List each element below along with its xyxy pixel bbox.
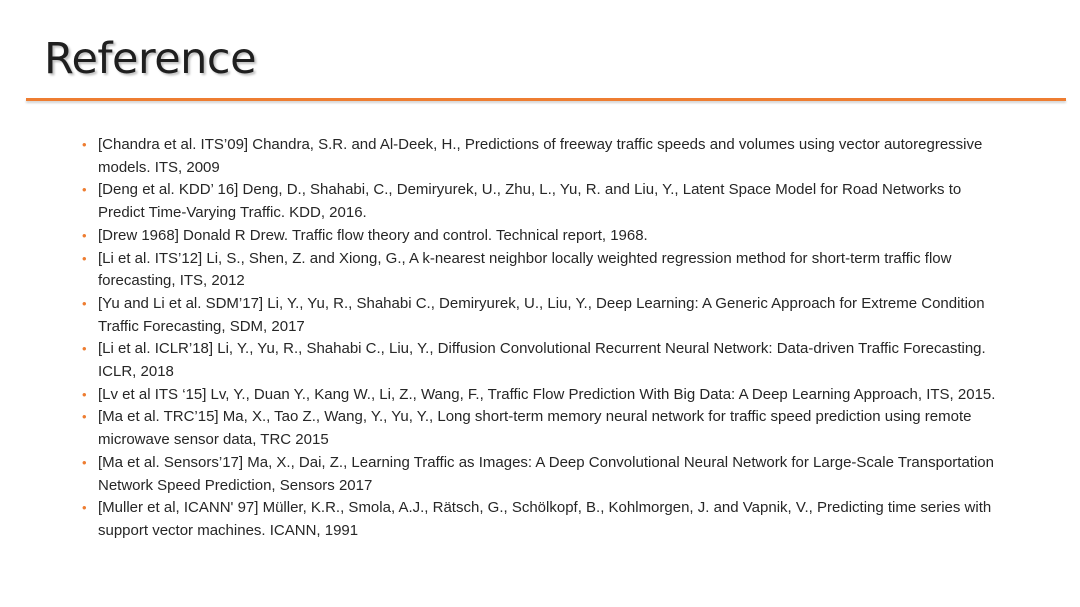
reference-item: [80, 338, 1000, 383]
reference-text: [Muller et al, ICANN' 97] Müller, K.R., Smola, A.J., Rätsch, G., Schölkopf, B., Kohlmorgen, J. and Vapnik, V., Predicting time series with support vector machines. ICANN, 1991: [98, 499, 992, 539]
bullet-icon: •: [82, 500, 87, 516]
slide-title: Reference: [44, 34, 257, 84]
reference-item: [80, 134, 1000, 179]
reference-item: [80, 179, 1000, 224]
title-divider: [26, 98, 1066, 101]
reference-text: [Yu and Li et al. SDM’17] Li, Y., Yu, R., Shahabi C., Demiryurek, U., Liu, Y., Deep Learning: A Generic Approach for Extreme Condition Traffic Forecasting, SDM, 2017: [98, 294, 985, 335]
reference-item: [80, 497, 1000, 542]
bullet-icon: •: [82, 409, 87, 425]
reference-item: [80, 225, 1000, 248]
bullet-icon: •: [82, 341, 87, 357]
bullet-icon: •: [82, 137, 87, 152]
reference-item: [80, 384, 1000, 407]
reference-list: [80, 134, 1000, 543]
bullet-icon: •: [82, 182, 87, 198]
reference-text: [Chandra et al. ITS’09] Chandra, S.R. and Al-Deek, H., Predictions of freeway traffic speeds and volumes using vector autoregressive models. ITS, 2009: [98, 136, 983, 176]
reference-item: [80, 248, 1000, 293]
reference-text: [Drew 1968] Donald R Drew. Traffic flow theory and control. Technical report, 1968.: [98, 226, 648, 244]
reference-text: [Ma et al. Sensors’17] Ma, X., Dai, Z., Learning Traffic as Images: A Deep Convolutional Neural Network for Large-Scale Transportation Network Speed Prediction, Sensors 2017: [98, 453, 994, 494]
bullet-icon: •: [82, 227, 87, 243]
bullet-icon: •: [82, 454, 87, 470]
bullet-icon: •: [82, 295, 87, 311]
reference-item: [80, 452, 1000, 497]
bullet-icon: •: [82, 386, 87, 402]
reference-text: [Li et al. ITS’12] Li, S., Shen, Z. and Xiong, G., A k-nearest neighbor locally weighted regression method for short-term traffic flow forecasting, ITS, 2012: [98, 249, 952, 290]
reference-text: [Ma et al. TRC’15] Ma, X., Tao Z., Wang, Y., Yu, Y., Long short-term memory neural network for traffic speed prediction using remote microwave sensor data, TRC 2015: [98, 408, 972, 449]
reference-item: [80, 293, 1000, 338]
reference-text: [Deng et al. KDD’ 16] Deng, D., Shahabi, C., Demiryurek, U., Zhu, L., Yu, R. and Liu, Y., Latent Space Model for Road Networks to Predict Time-Varying Traffic. KDD, 2016.: [98, 181, 962, 222]
bullet-icon: •: [82, 250, 87, 266]
reference-text: [Li et al. ICLR’18] Li, Y., Yu, R., Shahabi C., Liu, Y., Diffusion Convolutional Recurrent Neural Network: Data-driven Traffic Forecasting. ICLR, 2018: [98, 340, 986, 381]
reference-item: [80, 406, 1000, 451]
reference-text: [Lv et al ITS ‘15] Lv, Y., Duan Y., Kang W., Li, Z., Wang, F., Traffic Flow Prediction With Big Data: A Deep Learning Approach, ITS, 2015.: [98, 385, 996, 403]
